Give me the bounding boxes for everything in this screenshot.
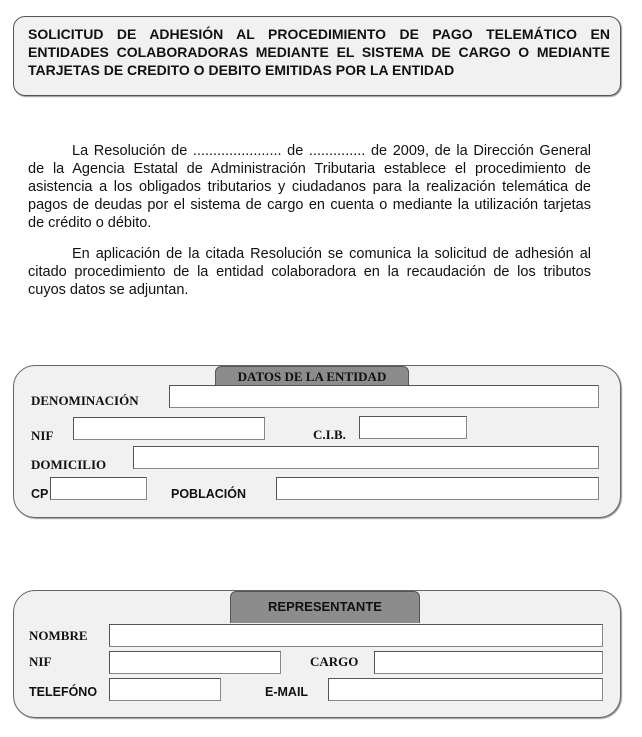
intro-paragraph-text: La Resolución de ...................... de .............. de 2009, de la Dirección General de la Agencia Estatal de Administración Tributaria establece el procedimiento de asistencia a los obligados tributarios y ciudadanos para la realización telemática de pagos de deudas por el sistema de cargo en cuenta o mediante la utilización tarjetas de crédito o débito. (28, 143, 591, 231)
nombre-label: NOMBRE (29, 628, 88, 643)
denominacion-field[interactable] (169, 385, 599, 408)
representative-panel (13, 590, 621, 718)
denominacion-label: DENOMINACIÓN (31, 393, 139, 408)
telefono-label: TELEFÓNO (29, 685, 98, 699)
nombre-field[interactable] (109, 624, 603, 647)
intro-paragraph (28, 142, 591, 232)
representative-nif-field[interactable] (109, 651, 281, 674)
representative-tab: REPRESENTANTE (230, 591, 420, 623)
representative-nif-label: NIF (29, 654, 52, 669)
domicilio-label: DOMICILIO (31, 457, 107, 472)
cargo-field[interactable] (374, 651, 603, 674)
telefono-field[interactable] (109, 678, 221, 701)
poblacion-label: POBLACIÓN (171, 487, 246, 501)
cargo-label: CARGO (310, 654, 359, 669)
entity-data-panel (13, 365, 621, 518)
entity-nif-field[interactable] (73, 417, 265, 440)
cib-field[interactable] (359, 416, 467, 439)
poblacion-field[interactable] (276, 477, 599, 500)
entity-data-tab: DATOS DE LA ENTIDAD (215, 366, 409, 386)
cib-label: C.I.B. (313, 427, 346, 442)
cp-field[interactable] (50, 477, 147, 500)
application-paragraph-text: En aplicación de la citada Resolución se comunica la solicitud de adhesión al citado procedimiento de la entidad colaboradora en la recaudación de los tributos cuyos datos se adjuntan. (28, 246, 591, 298)
application-paragraph (28, 245, 591, 299)
email-label: E-MAIL (265, 685, 309, 699)
document-title: SOLICITUD DE ADHESIÓN AL PROCEDIMIENTO DE PAGO TELEMÁTICO EN ENTIDADES COLABORADORAS MEDIANTE EL SISTEMA DE CARGO O MEDIANTE TARJETAS DE CREDITO O DEBITO EMITIDAS POR LA ENTIDAD (28, 26, 610, 78)
document-title-box (13, 16, 621, 96)
entity-nif-label: NIF (31, 428, 54, 443)
domicilio-field[interactable] (133, 446, 599, 469)
cp-label: CP (31, 487, 49, 501)
email-field[interactable] (328, 678, 603, 701)
